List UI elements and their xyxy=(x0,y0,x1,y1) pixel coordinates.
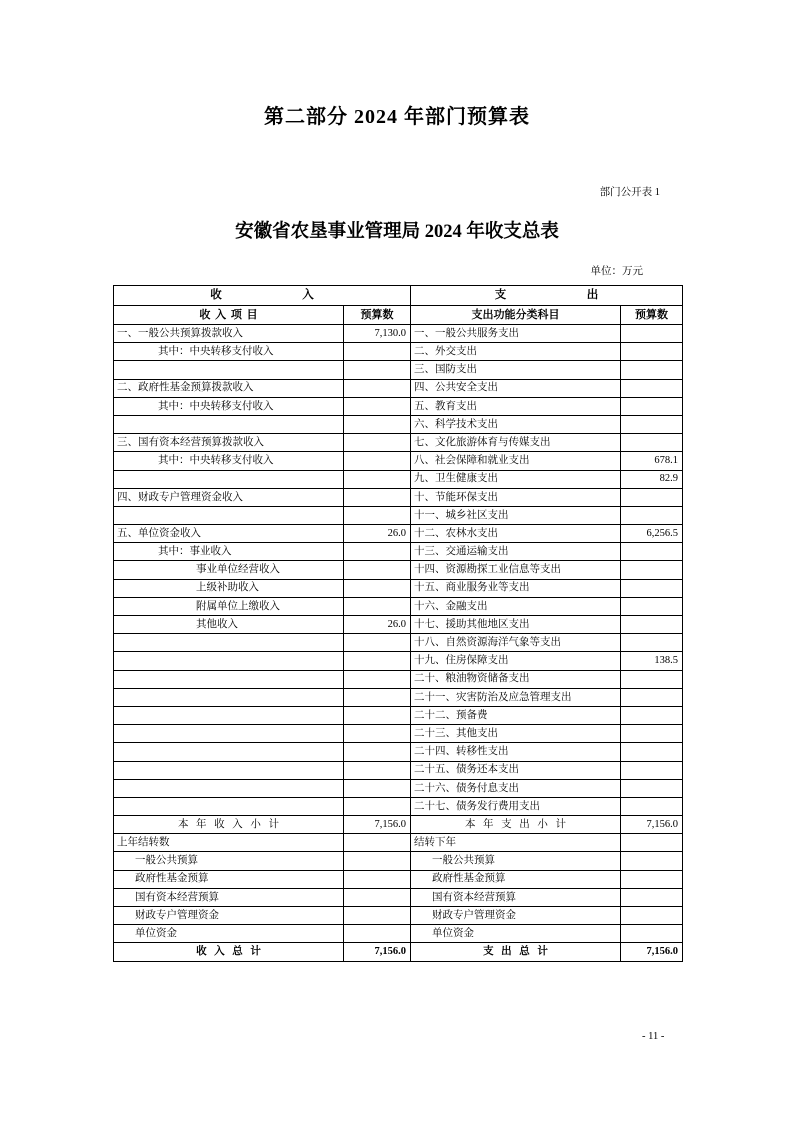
expense-item-cell: 二十四、转移性支出 xyxy=(411,743,621,761)
income-budget-cell xyxy=(344,397,411,415)
income-budget-cell xyxy=(344,925,411,943)
expense-budget-cell xyxy=(621,706,683,724)
income-budget-cell xyxy=(344,797,411,815)
expense-budget-cell xyxy=(621,561,683,579)
income-budget-cell xyxy=(344,561,411,579)
table-row xyxy=(114,706,683,724)
expense-item-cell: 十九、住房保障支出 xyxy=(411,652,621,670)
expense-item-cell: 四、公共安全支出 xyxy=(411,379,621,397)
income-item-cell xyxy=(114,797,344,815)
table-row xyxy=(114,797,683,815)
expense-item-cell: 十四、资源勘探工业信息等支出 xyxy=(411,561,621,579)
expense-budget-cell xyxy=(621,761,683,779)
income-item-cell xyxy=(114,652,344,670)
expense-budget-cell xyxy=(621,888,683,906)
income-budget-cell xyxy=(344,779,411,797)
income-budget-cell xyxy=(344,579,411,597)
income-budget-cell xyxy=(344,688,411,706)
expense-budget-cell xyxy=(621,925,683,943)
expense-item-cell: 五、教育支出 xyxy=(411,397,621,415)
income-budget-cell: 26.0 xyxy=(344,525,411,543)
income-item-cell xyxy=(114,761,344,779)
expense-budget-cell xyxy=(621,907,683,925)
income-budget-cell xyxy=(344,597,411,615)
table-row xyxy=(114,925,683,943)
expense-item-cell: 二十七、债务发行费用支出 xyxy=(411,797,621,815)
expense-item-cell: 国有资本经营预算 xyxy=(411,888,621,906)
income-budget-cell: 7,130.0 xyxy=(344,325,411,343)
table-public-label: 部门公开表 1 xyxy=(599,187,660,198)
expense-budget-cell xyxy=(621,397,683,415)
expense-budget-cell xyxy=(621,797,683,815)
expense-item-cell: 七、文化旅游体育与传媒支出 xyxy=(411,434,621,452)
table-row xyxy=(114,616,683,634)
income-budget-cell xyxy=(344,452,411,470)
income-item-cell xyxy=(114,415,344,433)
income-item-cell xyxy=(114,634,344,652)
table-row xyxy=(114,634,683,652)
section-header-row xyxy=(114,286,683,306)
table-row xyxy=(114,688,683,706)
expense-item-cell: 六、科学技术支出 xyxy=(411,415,621,433)
table-row xyxy=(114,470,683,488)
column-header-row xyxy=(114,306,683,325)
expense-budget-cell xyxy=(621,597,683,615)
income-item-cell: 其中：中央转移支付收入 xyxy=(114,452,344,470)
expense-budget-cell xyxy=(621,343,683,361)
expense-budget-cell xyxy=(621,852,683,870)
expense-item-column-header: 支出功能分类科目 xyxy=(411,306,621,325)
expense-item-cell: 二十二、预备费 xyxy=(411,706,621,724)
income-budget-cell xyxy=(344,706,411,724)
income-item-cell xyxy=(114,470,344,488)
table-row xyxy=(114,343,683,361)
income-item-column-header: 收 入 项 目 xyxy=(114,306,344,325)
expense-item-cell: 二十一、灾害防治及应急管理支出 xyxy=(411,688,621,706)
expense-budget-cell xyxy=(621,670,683,688)
table-row xyxy=(114,870,683,888)
income-item-cell: 一、一般公共预算拨款收入 xyxy=(114,325,344,343)
expense-item-cell: 二十六、债务付息支出 xyxy=(411,779,621,797)
expense-budget-cell: 678.1 xyxy=(621,452,683,470)
table-row xyxy=(114,415,683,433)
expense-budget-cell xyxy=(621,434,683,452)
income-item-cell: 上级补助收入 xyxy=(114,579,344,597)
table-row xyxy=(114,397,683,415)
expense-item-cell: 八、社会保障和就业支出 xyxy=(411,452,621,470)
income-item-cell xyxy=(114,688,344,706)
income-item-cell xyxy=(114,779,344,797)
table-row xyxy=(114,652,683,670)
income-budget-cell xyxy=(344,670,411,688)
income-budget-cell xyxy=(344,343,411,361)
income-budget-cell xyxy=(344,470,411,488)
table-row xyxy=(114,325,683,343)
income-budget-cell xyxy=(344,434,411,452)
income-item-cell: 五、单位资金收入 xyxy=(114,525,344,543)
expense-item-cell: 结转下年 xyxy=(411,834,621,852)
expense-item-cell: 二十五、债务还本支出 xyxy=(411,761,621,779)
table-row xyxy=(114,543,683,561)
expense-item-cell: 支 出 总 计 xyxy=(411,943,621,961)
expense-item-cell: 三、国防支出 xyxy=(411,361,621,379)
table-row xyxy=(114,525,683,543)
income-budget-cell: 7,156.0 xyxy=(344,943,411,961)
income-budget-cell xyxy=(344,379,411,397)
expense-item-cell: 十六、金融支出 xyxy=(411,597,621,615)
income-item-cell: 单位资金 xyxy=(114,925,344,943)
expense-item-cell: 财政专户管理资金 xyxy=(411,907,621,925)
table-row xyxy=(114,852,683,870)
expense-budget-cell: 7,156.0 xyxy=(621,943,683,961)
budget-table-body xyxy=(114,325,683,962)
income-item-cell: 其他收入 xyxy=(114,616,344,634)
expense-budget-cell xyxy=(621,725,683,743)
expense-budget-cell xyxy=(621,616,683,634)
expense-budget-cell xyxy=(621,779,683,797)
expense-budget-cell xyxy=(621,543,683,561)
expense-item-cell: 十三、交通运输支出 xyxy=(411,543,621,561)
expense-budget-cell xyxy=(621,415,683,433)
income-budget-cell xyxy=(344,634,411,652)
expense-budget-cell: 82.9 xyxy=(621,470,683,488)
expense-item-cell: 政府性基金预算 xyxy=(411,870,621,888)
expense-budget-cell xyxy=(621,634,683,652)
part-title: 第二部分 2024 年部门预算表 xyxy=(264,106,530,128)
expense-budget-cell xyxy=(621,834,683,852)
income-item-cell: 其中：中央转移支付收入 xyxy=(114,343,344,361)
income-item-cell: 本 年 收 入 小 计 xyxy=(114,816,344,834)
table-row xyxy=(114,907,683,925)
income-budget-cell xyxy=(344,361,411,379)
income-item-cell: 财政专户管理资金 xyxy=(114,907,344,925)
expense-item-cell: 一、一般公共服务支出 xyxy=(411,325,621,343)
table-row xyxy=(114,561,683,579)
income-item-cell: 收 入 总 计 xyxy=(114,943,344,961)
income-item-cell: 国有资本经营预算 xyxy=(114,888,344,906)
table-row xyxy=(114,670,683,688)
table-row xyxy=(114,816,683,834)
unit-label: 单位：万元 xyxy=(590,266,643,277)
expense-item-cell: 十七、援助其他地区支出 xyxy=(411,616,621,634)
income-item-cell: 上年结转数 xyxy=(114,834,344,852)
income-item-cell: 其中：中央转移支付收入 xyxy=(114,397,344,415)
table-row xyxy=(114,779,683,797)
table-row xyxy=(114,506,683,524)
expense-item-cell: 二、外交支出 xyxy=(411,343,621,361)
income-item-cell: 三、国有资本经营预算拨款收入 xyxy=(114,434,344,452)
expense-budget-cell xyxy=(621,506,683,524)
expense-item-cell: 二十、粮油物资储备支出 xyxy=(411,670,621,688)
expense-item-cell: 九、卫生健康支出 xyxy=(411,470,621,488)
income-item-cell: 四、财政专户管理资金收入 xyxy=(114,488,344,506)
table-row xyxy=(114,761,683,779)
table-row xyxy=(114,361,683,379)
income-budget-cell xyxy=(344,725,411,743)
table-row xyxy=(114,597,683,615)
income-item-cell: 事业单位经营收入 xyxy=(114,561,344,579)
income-section-header: 收 入 xyxy=(114,286,411,306)
table-row xyxy=(114,943,683,961)
income-budget-cell xyxy=(344,506,411,524)
table-row xyxy=(114,488,683,506)
expense-item-cell: 十、节能环保支出 xyxy=(411,488,621,506)
expense-item-cell: 二十三、其他支出 xyxy=(411,725,621,743)
income-budget-cell xyxy=(344,888,411,906)
income-item-cell: 附属单位上缴收入 xyxy=(114,597,344,615)
income-budget-cell xyxy=(344,870,411,888)
expenditure-section-header: 支 出 xyxy=(411,286,683,306)
expense-budget-cell: 138.5 xyxy=(621,652,683,670)
table-row xyxy=(114,743,683,761)
income-item-cell xyxy=(114,361,344,379)
budget-summary-table xyxy=(113,285,683,962)
expense-budget-cell xyxy=(621,488,683,506)
expense-item-cell: 一般公共预算 xyxy=(411,852,621,870)
income-budget-cell xyxy=(344,415,411,433)
income-item-cell: 二、政府性基金预算拨款收入 xyxy=(114,379,344,397)
income-budget-cell xyxy=(344,761,411,779)
income-budget-cell xyxy=(344,743,411,761)
income-budget-cell: 7,156.0 xyxy=(344,816,411,834)
income-item-cell xyxy=(114,506,344,524)
income-item-cell: 政府性基金预算 xyxy=(114,870,344,888)
expense-budget-cell xyxy=(621,379,683,397)
expense-budget-cell xyxy=(621,579,683,597)
expense-budget-cell: 6,256.5 xyxy=(621,525,683,543)
expense-budget-cell xyxy=(621,325,683,343)
income-budget-cell xyxy=(344,543,411,561)
table-row xyxy=(114,379,683,397)
income-item-cell xyxy=(114,725,344,743)
income-budget-cell xyxy=(344,852,411,870)
income-budget-cell xyxy=(344,907,411,925)
income-budget-cell: 26.0 xyxy=(344,616,411,634)
table-row xyxy=(114,579,683,597)
income-item-cell xyxy=(114,706,344,724)
income-budget-cell xyxy=(344,488,411,506)
income-budget-cell xyxy=(344,834,411,852)
expense-budget-cell xyxy=(621,743,683,761)
income-budget-column-header: 预算数 xyxy=(344,306,411,325)
page-number: - 11 - xyxy=(642,1031,665,1042)
expense-budget-column-header: 预算数 xyxy=(621,306,683,325)
income-item-cell: 一般公共预算 xyxy=(114,852,344,870)
table-row xyxy=(114,834,683,852)
table-title: 安徽省农垦事业管理局 2024 年收支总表 xyxy=(235,222,559,242)
expense-item-cell: 十一、城乡社区支出 xyxy=(411,506,621,524)
expense-item-cell: 十五、商业服务业等支出 xyxy=(411,579,621,597)
expense-item-cell: 十八、自然资源海洋气象等支出 xyxy=(411,634,621,652)
table-row xyxy=(114,725,683,743)
income-budget-cell xyxy=(344,652,411,670)
expense-budget-cell xyxy=(621,688,683,706)
table-row xyxy=(114,888,683,906)
expense-budget-cell xyxy=(621,361,683,379)
income-item-cell: 其中：事业收入 xyxy=(114,543,344,561)
income-item-cell xyxy=(114,743,344,761)
expense-item-cell: 十二、农林水支出 xyxy=(411,525,621,543)
expense-item-cell: 单位资金 xyxy=(411,925,621,943)
table-row xyxy=(114,452,683,470)
expense-budget-cell xyxy=(621,870,683,888)
income-item-cell xyxy=(114,670,344,688)
expense-item-cell: 本 年 支 出 小 计 xyxy=(411,816,621,834)
table-row xyxy=(114,434,683,452)
expense-budget-cell: 7,156.0 xyxy=(621,816,683,834)
